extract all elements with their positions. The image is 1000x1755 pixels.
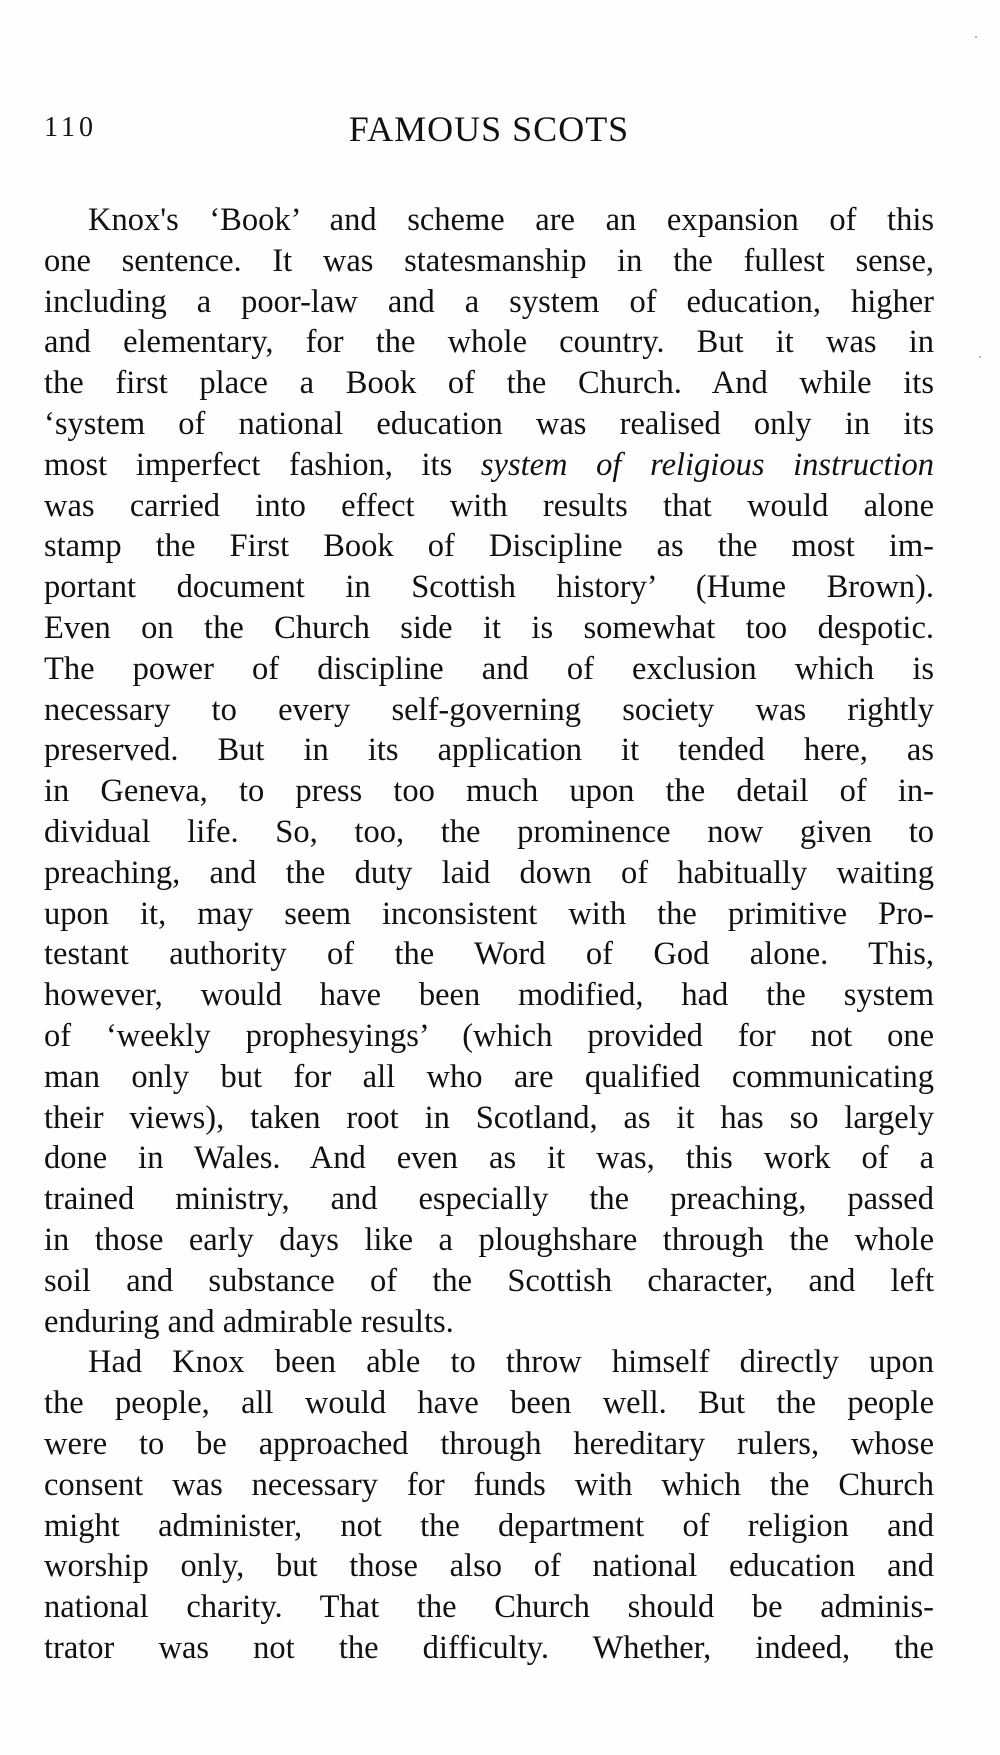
text-line: was carried into effect with results that would alone (44, 487, 934, 524)
text-line: might administer, not the department of religion and (44, 1507, 934, 1544)
text-line: ‘system of national education was realised only in its (44, 405, 934, 442)
text-line: were to be approached through hereditary rulers, whose (44, 1425, 934, 1462)
text-line: in Geneva, to press too much upon the detail of in- (44, 773, 934, 810)
italic-phrase: system of religious instruction (480, 446, 934, 483)
text-line: preserved. But in its application it tended here, as (44, 732, 934, 769)
text-line: trained ministry, and especially the preaching, passed (44, 1181, 934, 1218)
text-line: Had Knox been able to throw himself directly upon (88, 1344, 934, 1381)
text-line: necessary to every self-governing society was rightly (44, 691, 934, 728)
text-line: soil and substance of the Scottish character, and left (44, 1262, 934, 1299)
text-line: national charity. That the Church should be adminis- (44, 1589, 934, 1626)
text-line: upon it, may seem inconsistent with the primitive Pro- (44, 895, 934, 932)
text-line: dividual life. So, too, the prominence now given to (44, 813, 934, 850)
scan-speck (979, 356, 981, 358)
text-line: stamp the First Book of Discipline as the most im- (44, 528, 934, 565)
text-line: consent was necessary for funds with which the Church (44, 1466, 934, 1503)
text-line: the people, all would have been well. But the people (44, 1385, 934, 1422)
text-line: however, would have been modified, had the system (44, 977, 934, 1014)
text-line: of ‘weekly prophesyings’ (which provided for not one (44, 1017, 934, 1054)
text-line: The power of discipline and of exclusion which is (44, 650, 934, 687)
text-line: worship only, but those also of national education and (44, 1548, 934, 1585)
text-line: and elementary, for the whole country. But it was in (44, 324, 934, 361)
scan-speck (975, 36, 977, 38)
page-number: 110 (44, 112, 97, 143)
text-line: preaching, and the duty laid down of habitually waiting (44, 854, 934, 891)
text-line: done in Wales. And even as it was, this work of a (44, 1140, 934, 1177)
text-run: most imperfect fashion, its (44, 446, 481, 483)
text-line: in those early days like a ploughshare through the whole (44, 1221, 934, 1258)
text-line: portant document in Scottish history’ (Hume Brown). (44, 569, 934, 606)
text-line: their views), taken root in Scotland, as it has so largely (44, 1099, 934, 1136)
text-line: enduring and admirable results. (44, 1303, 454, 1340)
text-line (44, 445, 934, 486)
text-line: including a poor-law and a system of education, higher (44, 283, 934, 320)
text-line: trator was not the difficulty. Whether, indeed, the (44, 1629, 934, 1666)
text-line: the first place a Book of the Church. And while its (44, 365, 934, 402)
text-line: one sentence. It was statesmanship in the fullest sense, (44, 242, 934, 279)
text-line: Even on the Church side it is somewhat too despotic. (44, 609, 934, 646)
body-text (44, 200, 934, 1669)
running-head: FAMOUS SCOTS (348, 109, 630, 149)
text-line: testant authority of the Word of God alone. This, (44, 936, 934, 973)
page-header (44, 108, 934, 158)
text-line: Knox's ‘Book’ and scheme are an expansion of this (88, 202, 934, 238)
text-line: man only but for all who are qualified communicating (44, 1058, 934, 1095)
